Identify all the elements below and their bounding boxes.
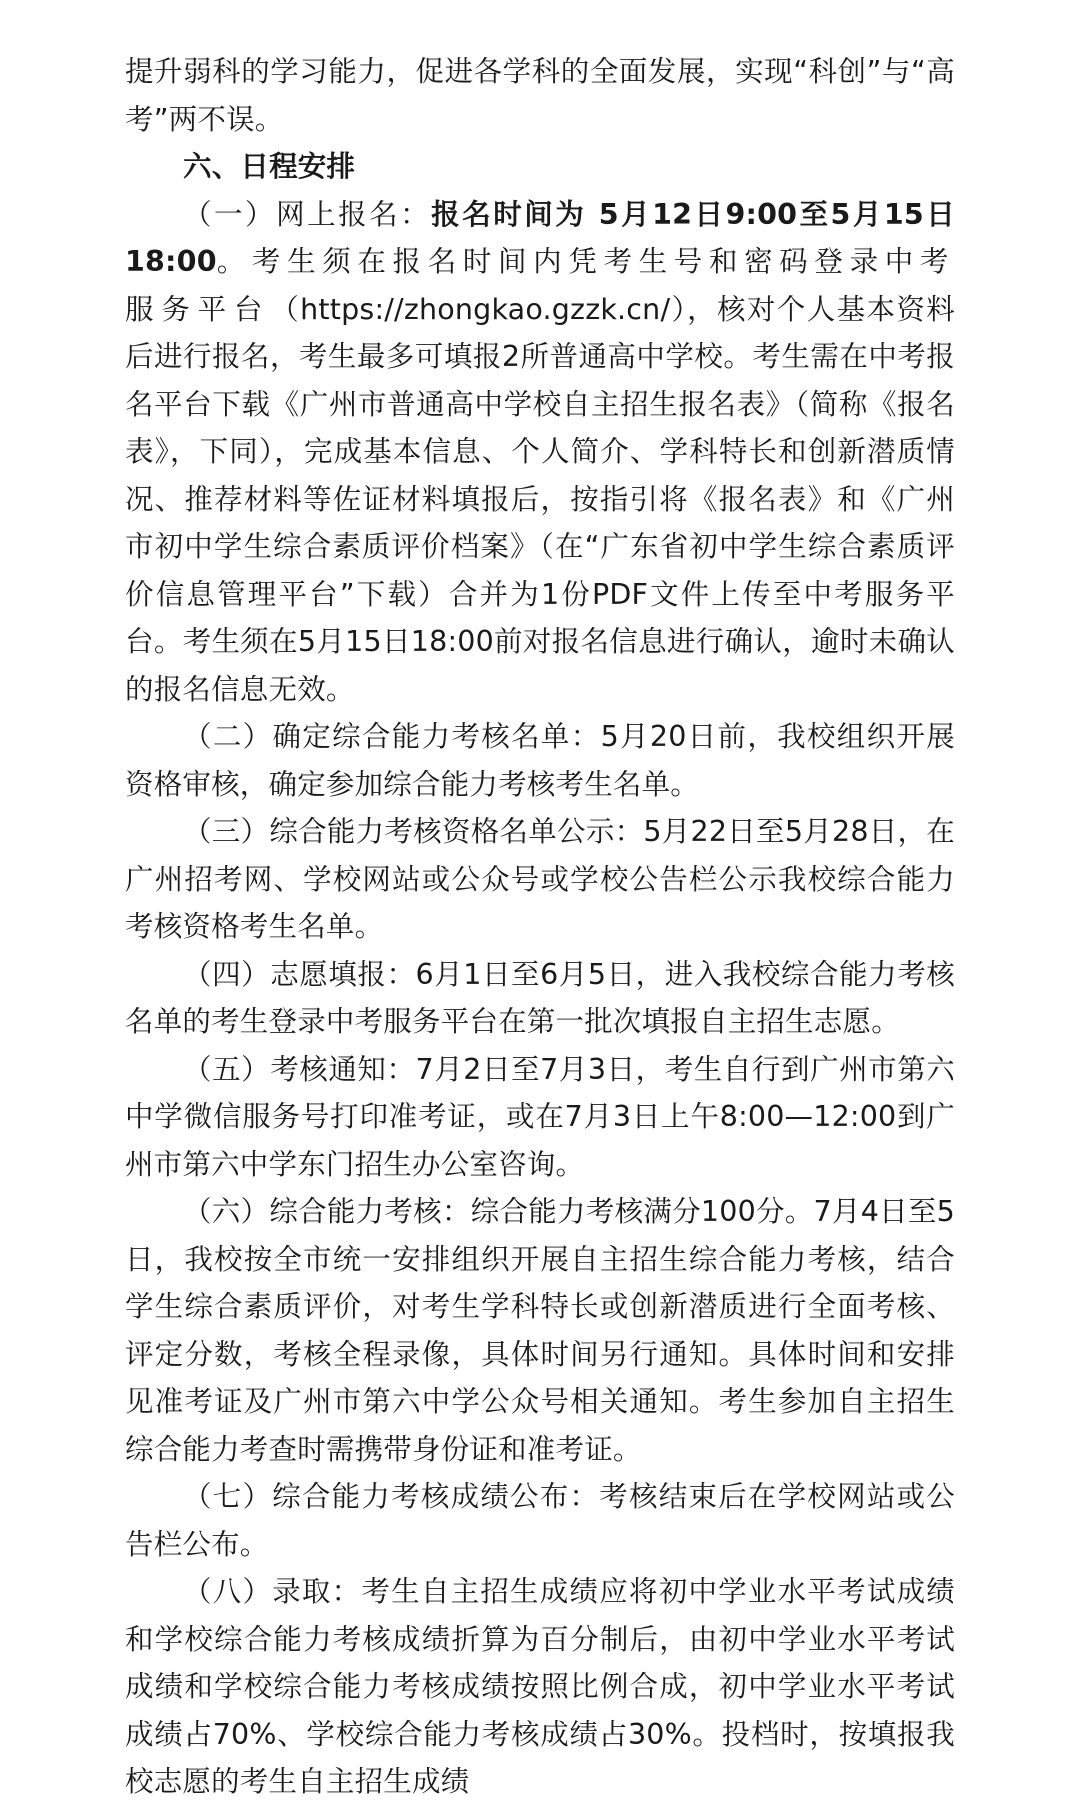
- intro-paragraph: 提升弱科的学习能力，促进各学科的全面发展，实现“科创”与“高考”两不误。: [125, 55, 955, 136]
- registration-time: 报名时间为 5月12日9:00至5月15日18:00: [125, 197, 955, 278]
- item-label: （一）网上报名：: [183, 197, 432, 231]
- item-confirm-list: （二）确定综合能力考核名单：5月20日前，我校组织开展资格审核，确定参加综合能力考核考生名单。: [125, 720, 955, 801]
- item-online-registration: [125, 191, 955, 714]
- item-list-publicity: （三）综合能力考核资格名单公示：5月22日至5月28日，在广州招考网、学校网站或公众号或学校公告栏公示我校综合能力考核资格考生名单。: [125, 815, 955, 943]
- document-page: [125, 48, 955, 1806]
- item-ability-assessment: （六）综合能力考核：综合能力考核满分100分。7月4日至5日，我校按全市统一安排组织开展自主招生综合能力考核，结合学生综合素质评价，对考生学科特长或创新潜质进行全面考核、评定分数，考核全程录像，具体时间另行通知。具体时间和安排见准考证及广州市第六中学公众号相关通知。考生参加自主招生综合能力考查时需携带身份证和准考证。: [125, 1195, 955, 1466]
- registration-line2: 。考生须在报名时间内凭考生号和密码登录中考服务平台: [125, 245, 955, 326]
- registration-details: （https://zhongkao.gzzk.cn/），核对个人基本资料后进行报名，考生最多可填报2所普通高中学校。考生需在中考报名平台下载《广州市普通高中学校自主招生报名表》（简称《报名表》，下同），完成基本信息、个人简介、学科特长和创新潜质情况、推荐材料等佐证材料填报后，按指引将《报名表》和《广州市初中学生综合素质评价档案》（在“广东省初中学生综合素质评价信息管理平台”下载）合并为1份PDF文件上传至中考服务平台。考生须在5月15日18:00前对报名信息进行确认，逾时未确认的报名信息无效。: [125, 292, 955, 706]
- item-application-filling: （四）志愿填报：6月1日至6月5日，进入我校综合能力考核名单的考生登录中考服务平台在第一批次填报自主招生志愿。: [125, 957, 955, 1038]
- item-exam-notice: （五）考核通知：7月2日至7月3日，考生自行到广州市第六中学微信服务号打印准考证，或在7月3日上午8:00—12:00到广州市第六中学东门招生办公室咨询。: [125, 1052, 955, 1181]
- item-admission: （八）录取：考生自主招生成绩应将初中学业水平考试成绩和学校综合能力考核成绩折算为百分制后，由初中学业水平考试成绩和学校综合能力考核成绩按照比例合成，初中学业水平考试成绩占70%、学校综合能力考核成绩占30%。投档时，按填报我校志愿的考生自主招生成绩: [125, 1575, 955, 1798]
- item-score-announcement: （七）综合能力考核成绩公布：考核结束后在学校网站或公告栏公布。: [125, 1480, 955, 1561]
- section-heading-schedule: 六、日程安排: [183, 150, 356, 183]
